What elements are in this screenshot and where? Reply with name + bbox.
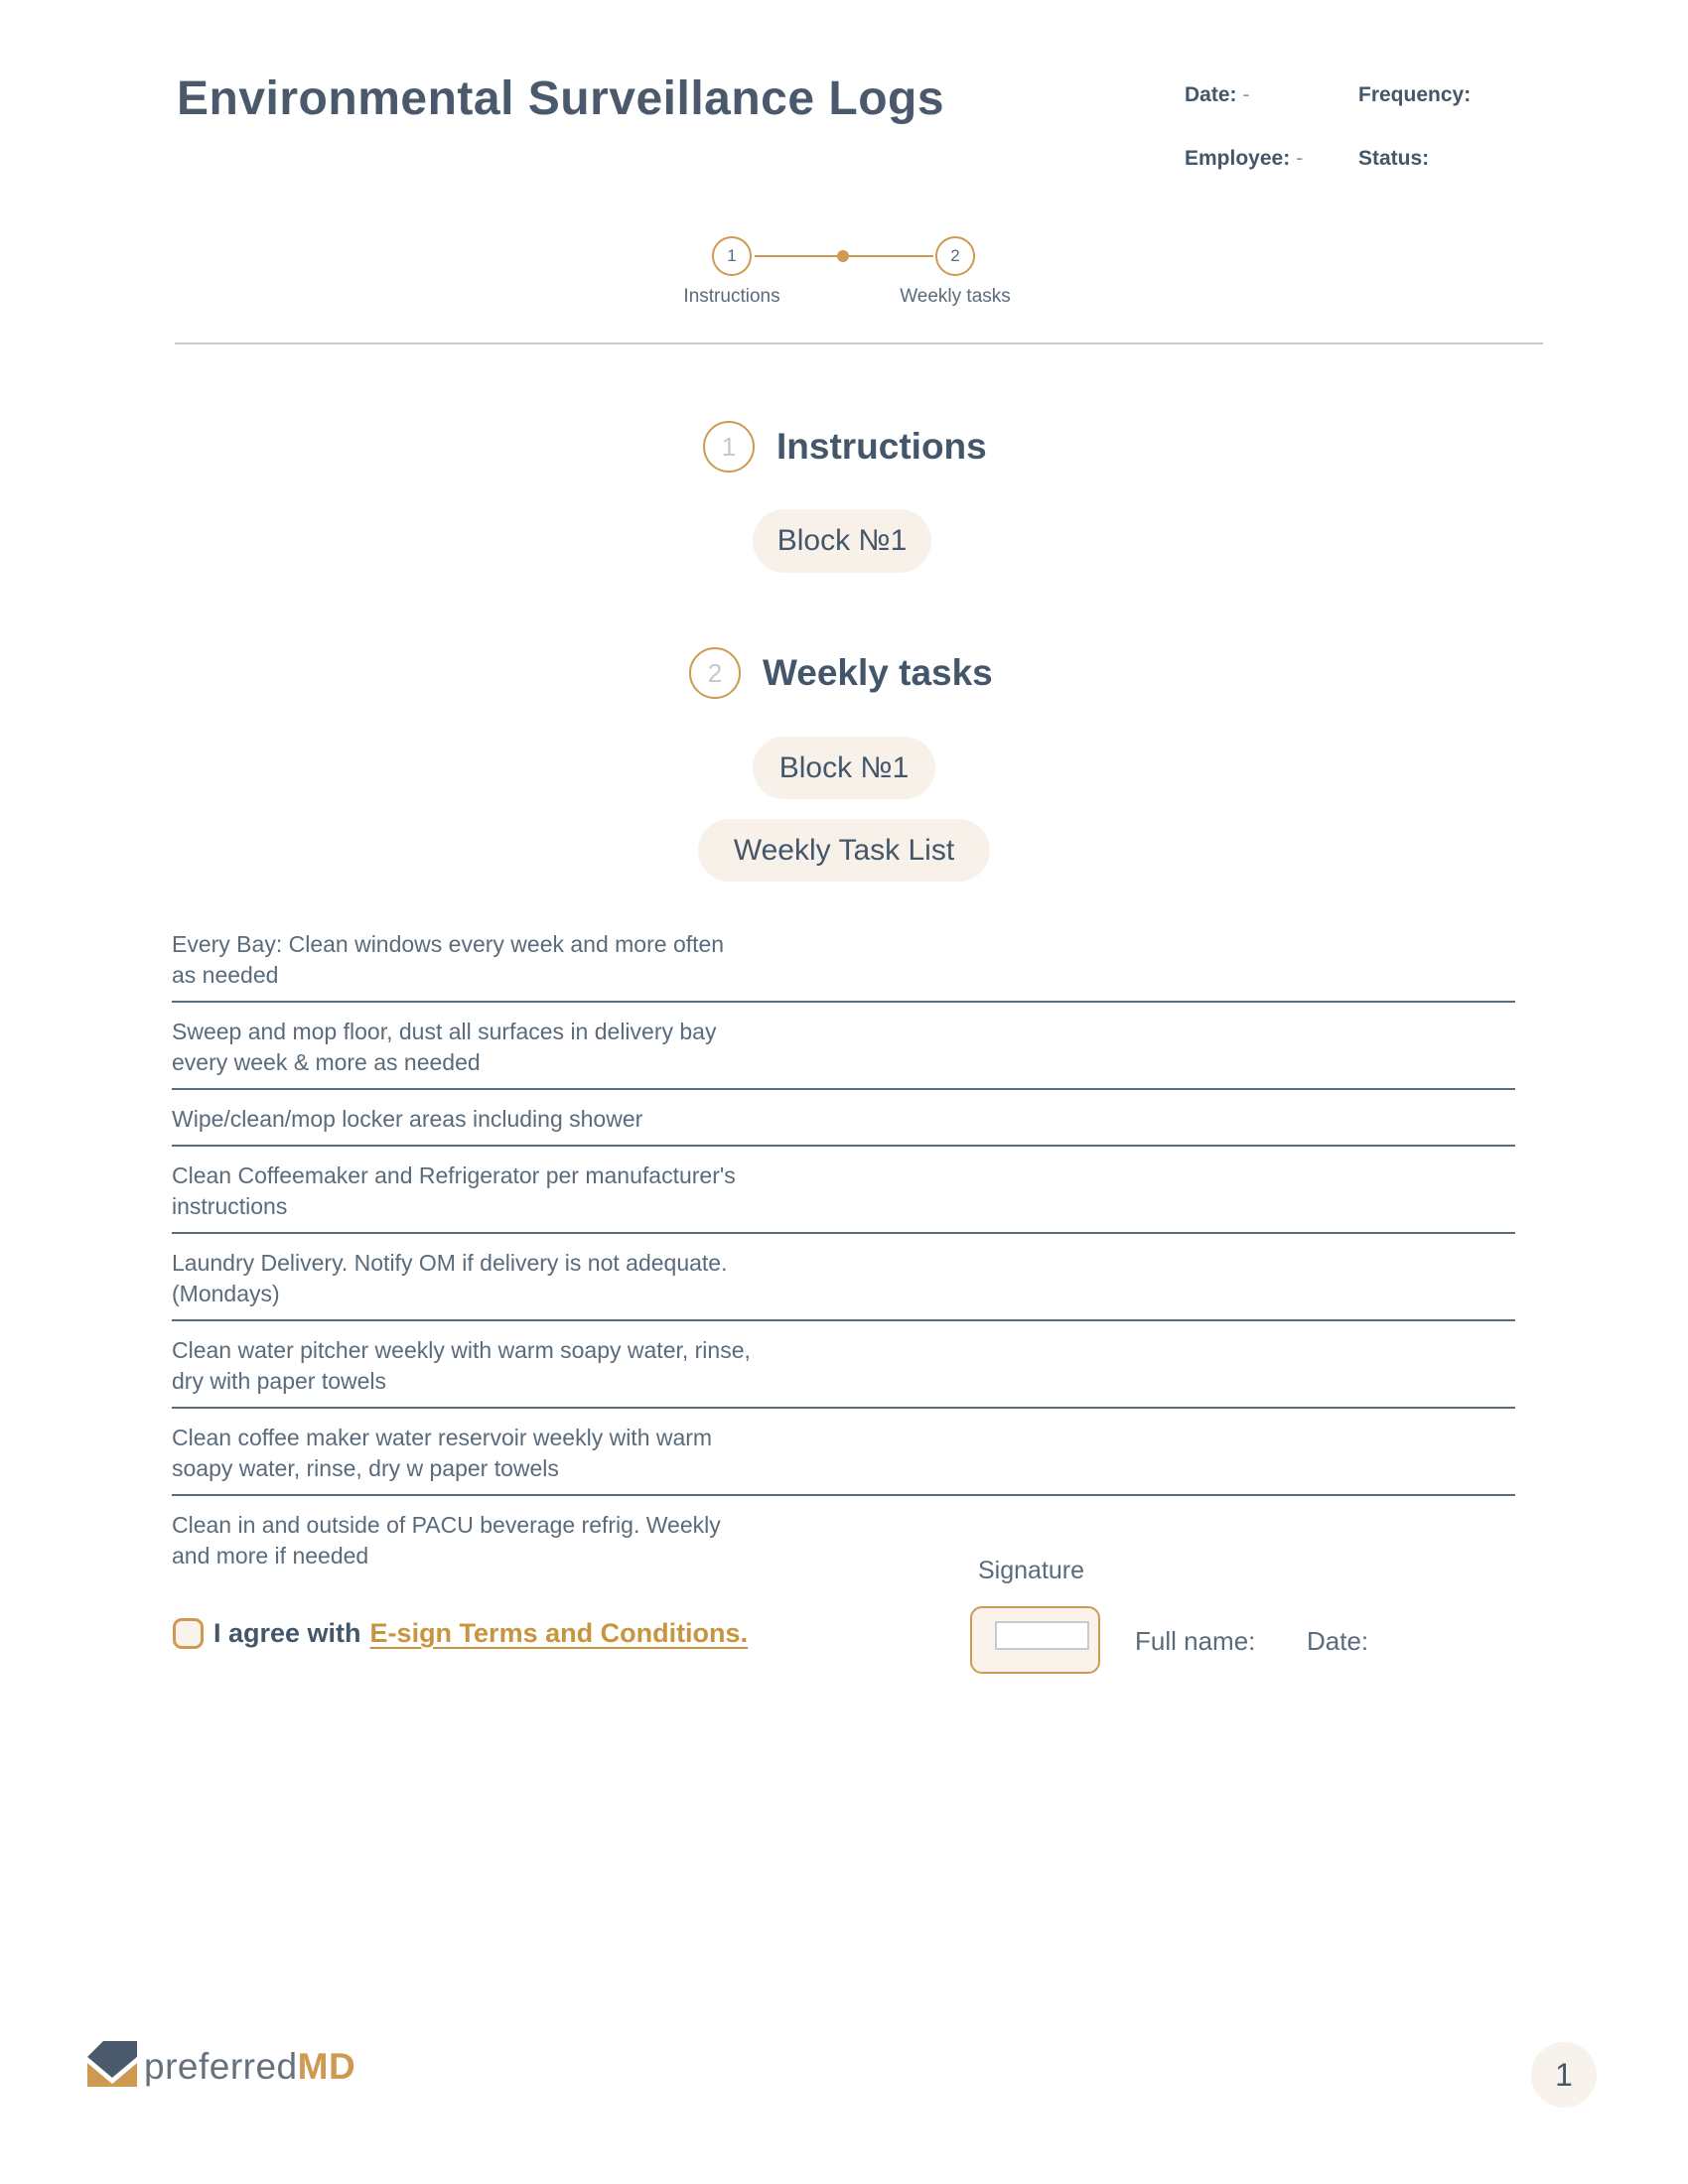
section-1-block-chip: Block №1: [753, 509, 931, 573]
agree-checkbox[interactable]: [173, 1618, 204, 1649]
stepper-label-instructions: Instructions: [683, 286, 780, 307]
signature-date-label: Date:: [1307, 1626, 1369, 1656]
weekly-task-list: [172, 929, 1515, 1581]
brand-text: preferred: [144, 2045, 298, 2087]
page-title: Environmental Surveillance Logs: [177, 72, 945, 125]
task-text: Clean Coffeemaker and Refrigerator per manufacturer's instructions: [172, 1162, 736, 1219]
task-text: Sweep and mop floor, dust all surfaces in delivery bay every week & more as needed: [172, 1019, 717, 1075]
stepper-connector-dot: [837, 250, 849, 262]
section-2-title: Weekly tasks: [763, 652, 993, 693]
task-row: [172, 1090, 1515, 1147]
date-label: Date:: [1185, 83, 1237, 106]
signature-box[interactable]: [970, 1606, 1100, 1674]
brand-checkmark-icon: [87, 2041, 137, 2092]
stepper-step-1[interactable]: 1: [712, 236, 752, 276]
brand-logo: [87, 2041, 355, 2092]
agree-text: I agree with: [213, 1618, 361, 1648]
task-text: Every Bay: Clean windows every week and more often as needed: [172, 931, 725, 988]
task-text: Clean coffee maker water reservoir weekly with warm soapy water, rinse, dry w paper towels: [172, 1425, 713, 1481]
frequency-label: Frequency:: [1358, 83, 1472, 106]
task-text: Wipe/clean/mop locker areas including shower: [172, 1106, 643, 1132]
weekly-task-list-chip: Weekly Task List: [698, 819, 990, 882]
task-row: [172, 1003, 1515, 1090]
task-row: [172, 1147, 1515, 1234]
esign-terms-link[interactable]: E-sign Terms and Conditions.: [369, 1618, 749, 1648]
brand-suffix-text: MD: [297, 2045, 356, 2087]
full-name-label: Full name:: [1135, 1626, 1256, 1656]
agreement-row: [213, 1618, 748, 1649]
page-number-badge: 1: [1531, 2042, 1597, 2108]
section-weekly-tasks-heading: [689, 647, 993, 699]
stepper-step-2[interactable]: 2: [935, 236, 975, 276]
employee-field: [1185, 147, 1358, 171]
stepper-label-weekly-tasks: Weekly tasks: [900, 286, 1011, 307]
section-2-number-circle: 2: [689, 647, 741, 699]
status-field: [1358, 147, 1471, 171]
header-meta: [1185, 83, 1471, 171]
task-row: [172, 929, 1515, 1003]
section-1-number-circle: 1: [703, 421, 755, 473]
task-text: Clean water pitcher weekly with warm soapy water, rinse, dry with paper towels: [172, 1337, 751, 1394]
brand-wordmark: [144, 2046, 355, 2088]
signature-label: Signature: [978, 1557, 1085, 1584]
task-text: Laundry Delivery. Notify OM if delivery is not adequate. (Mondays): [172, 1250, 728, 1306]
status-label: Status:: [1358, 147, 1430, 170]
task-row: [172, 1234, 1515, 1321]
task-text: Clean in and outside of PACU beverage refrig. Weekly and more if needed: [172, 1512, 721, 1569]
frequency-field: [1358, 83, 1471, 107]
task-row: [172, 1409, 1515, 1496]
section-instructions-heading: [703, 421, 987, 473]
date-field: [1185, 83, 1358, 107]
header-divider: [175, 342, 1543, 344]
task-row: [172, 1321, 1515, 1409]
section-1-title: Instructions: [776, 426, 987, 467]
signature-field-placeholder: [995, 1621, 1089, 1650]
employee-value: -: [1296, 147, 1304, 170]
section-2-block-chip: Block №1: [753, 737, 935, 799]
employee-label: Employee:: [1185, 147, 1291, 170]
date-value: -: [1242, 83, 1250, 106]
task-row: [172, 1496, 1515, 1581]
